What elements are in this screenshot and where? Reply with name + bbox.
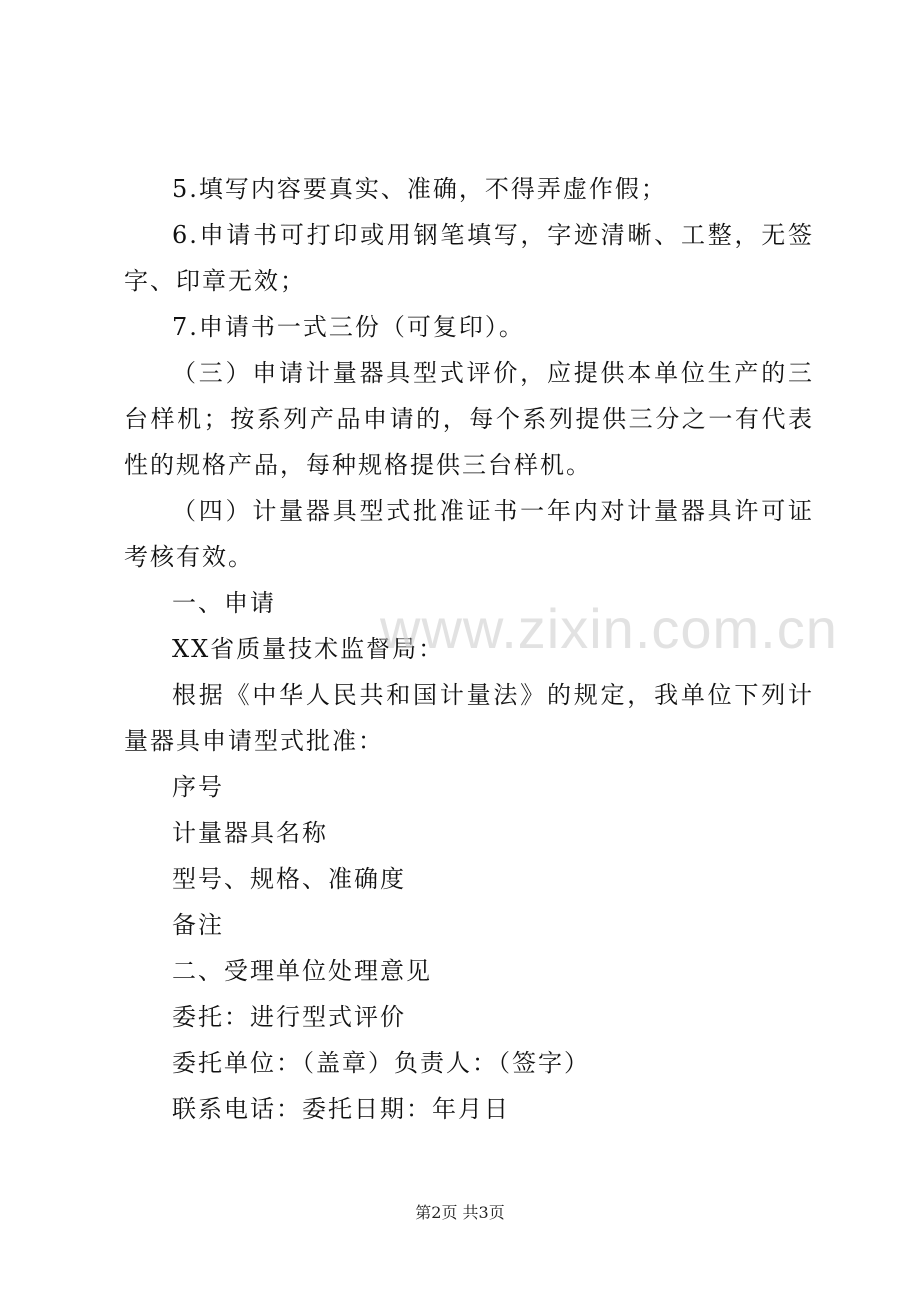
- paragraph-section-3: （三）申请计量器具型式评价，应提供本单位生产的三台样机；按系列产品申请的，每个系列提供三分之一有代表性的规格产品，每种规格提供三台样机。: [124, 359, 814, 479]
- field-contact-phone-date: 联系电话：委托日期：年月日: [172, 1095, 510, 1123]
- paragraph-item-6: 6.申请书可打印或用钢笔填写，字迹清晰、工整，无签字、印章无效；: [124, 221, 814, 295]
- paragraph-section-4: （四）计量器具型式批准证书一年内对计量器具许可证考核有效。: [124, 497, 814, 571]
- field-instrument-name: 计量器具名称: [172, 819, 328, 847]
- paragraph-item-5: 5.填写内容要真实、准确，不得弄虚作假；: [172, 175, 667, 203]
- paragraph-application-body: 根据《中华人民共和国计量法》的规定，我单位下列计量器具申请型式批准：: [124, 681, 814, 755]
- addressee: XX省质量技术监督局：: [172, 635, 445, 663]
- watermark: www.zixin.com.cn: [380, 597, 838, 660]
- field-entrust: 委托：进行型式评价: [172, 1003, 406, 1031]
- heading-application: 一、申请: [172, 589, 276, 617]
- field-entrusting-unit: 委托单位：（盖章）负责人：（签字）: [172, 1049, 590, 1077]
- paragraph-item-7: 7.申请书一式三份（可复印）。: [172, 313, 525, 341]
- page-indicator: 第2页 共3页: [415, 1203, 505, 1222]
- field-remarks: 备注: [172, 911, 224, 939]
- document-body: [124, 166, 814, 1132]
- field-model-spec-accuracy: 型号、规格、准确度: [172, 865, 406, 893]
- field-serial-number: 序号: [172, 773, 224, 801]
- heading-processing-opinion: 二、受理单位处理意见: [172, 957, 432, 985]
